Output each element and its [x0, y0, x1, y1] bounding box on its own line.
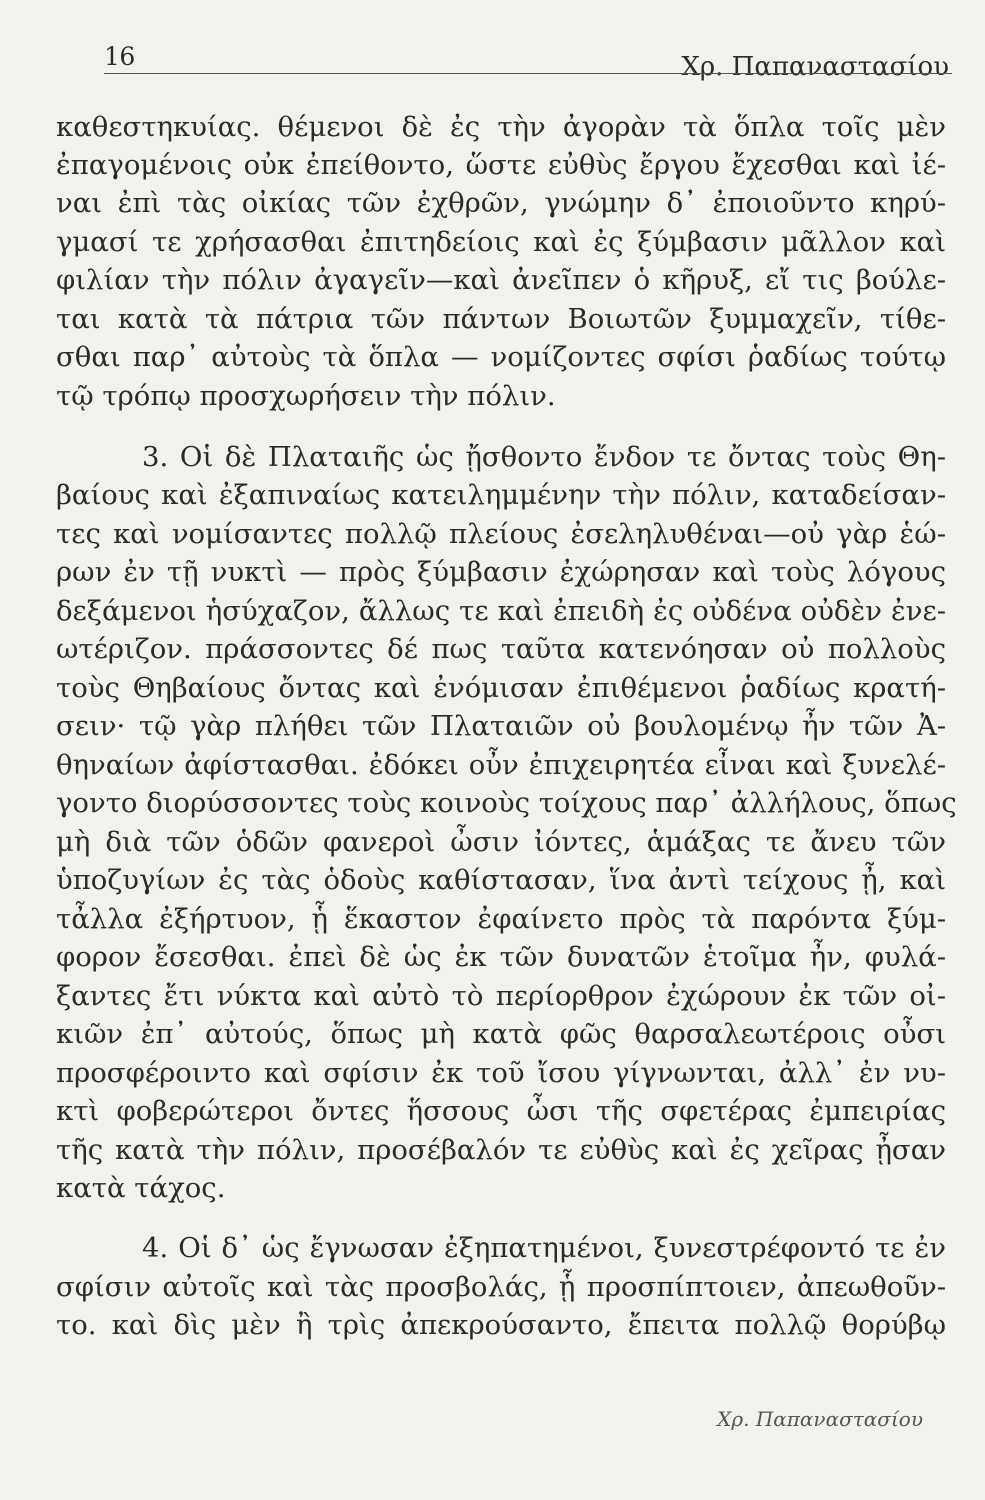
text-line: ρων ἐν τῇ νυκτὶ — πρὸς ξύμβασιν ἐχώρησαν καὶ τοὺς λόγους	[56, 556, 946, 588]
text-line: μὴ διὰ τῶν ὁδῶν φανεροὶ ὦσιν ἰόντες, ἁμάξας τε ἄνευ τῶν	[56, 826, 946, 858]
text-line: σειν· τῷ γὰρ πλήθει τῶν Πλαταιῶν οὐ βουλομένῳ ἦν τῶν Ἀ-	[56, 710, 946, 742]
text-line: κτὶ φοβερώτεροι ὄντες ἥσσους ὦσι τῆς σφετέρας ἐμπειρίας	[56, 1095, 946, 1127]
text-line: ὑποζυγίων ἐς τὰς ὁδοὺς καθίστασαν, ἵνα ἀντὶ τείχους ᾖ, καὶ	[56, 864, 946, 896]
running-head: Χρ. Παπαναστασίου	[681, 52, 949, 82]
text-line: γοντο διορύσσοντες τοὺς κοινοὺς τοίχους παρ᾽ ἀλλήλους, ὅπως	[56, 787, 957, 819]
text-line: γμασί τε χρήσασθαι ἐπιτηδείοις καὶ ἐς ξύμβασιν μᾶλλον καὶ	[56, 226, 946, 258]
text-line: σφίσιν αὐτοῖς καὶ τὰς προσβολάς, ᾗ προσπίπτοιεν, ἀπεωθοῦν-	[56, 1271, 946, 1303]
text-line: φορον ἔσεσθαι. ἐπεὶ δὲ ὡς ἐκ τῶν δυνατῶν ἑτοῖμα ἦν, φυλά-	[56, 941, 946, 973]
text-line: ἐπαγομένοις οὐκ ἐπείθοντο, ὥστε εὐθὺς ἔργου ἔχεσθαι καὶ ἰέ-	[56, 149, 946, 181]
text-line: θηναίων ἀφίστασθαι. ἐδόκει οὖν ἐπιχειρητέα εἶναι καὶ ξυνελέ-	[56, 749, 946, 781]
text-line: καθεστηκυίας. θέμενοι δὲ ἐς τὴν ἀγορὰν τὰ ὅπλα τοῖς μὲν	[56, 111, 946, 143]
text-line: 4. Οἱ δ᾽ ὡς ἔγνωσαν ἐξηπατημένοι, ξυνεστρέφοντό τε ἐν	[142, 1232, 946, 1264]
text-line: ξαντες ἔτι νύκτα καὶ αὐτὸ τὸ περίορθρον ἐχώρουν ἐκ τῶν οἰ-	[56, 980, 946, 1012]
header-rule	[104, 73, 952, 74]
text-line: τἆλλα ἐξήρτυον, ᾗ ἕκαστον ἐφαίνετο πρὸς τὰ παρόντα ξύμ-	[56, 903, 946, 935]
page-number: 16	[104, 42, 135, 71]
text-line: ται κατὰ τὰ πάτρια τῶν πάντων Βοιωτῶν ξυμμαχεῖν, τίθε-	[56, 303, 946, 335]
text-line: ωτέριζον. πράσσοντες δέ πως ταῦτα κατενόησαν οὐ πολλοὺς	[56, 633, 946, 665]
text-line: ναι ἐπὶ τὰς οἰκίας τῶν ἐχθρῶν, γνώμην δ᾽ ἐποιοῦντο κηρύ-	[56, 187, 946, 219]
text-line: βαίους καὶ ἐξαπιναίως κατειλημμένην τὴν πόλιν, καταδείσαν-	[56, 479, 946, 511]
text-line: κατὰ τάχος.	[56, 1172, 226, 1204]
text-line: τῷ τρόπῳ προσχωρήσειν τὴν πόλιν.	[56, 380, 556, 412]
text-line: προσφέροιντο καὶ σφίσιν ἐκ τοῦ ἴσου γίγνωνται, ἀλλ᾽ ἐν νυ-	[56, 1057, 946, 1089]
text-line: κιῶν ἐπ᾽ αὐτούς, ὅπως μὴ κατὰ φῶς θαρσαλεωτέροις οὖσι	[56, 1018, 946, 1050]
text-line: δεξάμενοι ἡσύχαζον, ἄλλως τε καὶ ἐπειδὴ ἐς οὐδένα οὐδὲν ἐνε-	[56, 595, 946, 627]
text-line: τοὺς Θηβαίους ὄντας καὶ ἐνόμισαν ἐπιθέμενοι ῥαδίως κρατή-	[56, 672, 946, 704]
text-line: 3. Οἱ δὲ Πλαταιῆς ὡς ᾔσθοντο ἔνδον τε ὄντας τοὺς Θη-	[142, 441, 946, 473]
text-line: τῆς κατὰ τὴν πόλιν, προσέβαλόν τε εὐθὺς καὶ ἐς χεῖρας ᾖσαν	[56, 1134, 946, 1166]
text-line: το. καὶ δὶς μὲν ἢ τρὶς ἀπεκρούσαντο, ἔπειτα πολλῷ θορύβῳ	[56, 1309, 946, 1341]
text-line: φιλίαν τὴν πόλιν ἀγαγεῖν—καὶ ἀνεῖπεν ὁ κῆρυξ, εἴ τις βούλε-	[56, 264, 946, 296]
footer-author: Χρ. Παπαναστασίου	[717, 1407, 923, 1431]
text-line: σθαι παρ᾽ αὐτοὺς τὰ ὅπλα — νομίζοντες σφίσι ῥαδίως τούτῳ	[56, 341, 946, 373]
text-line: τες καὶ νομίσαντες πολλῷ πλείους ἐσεληλυθέναι—οὐ γὰρ ἑώ-	[56, 518, 946, 550]
